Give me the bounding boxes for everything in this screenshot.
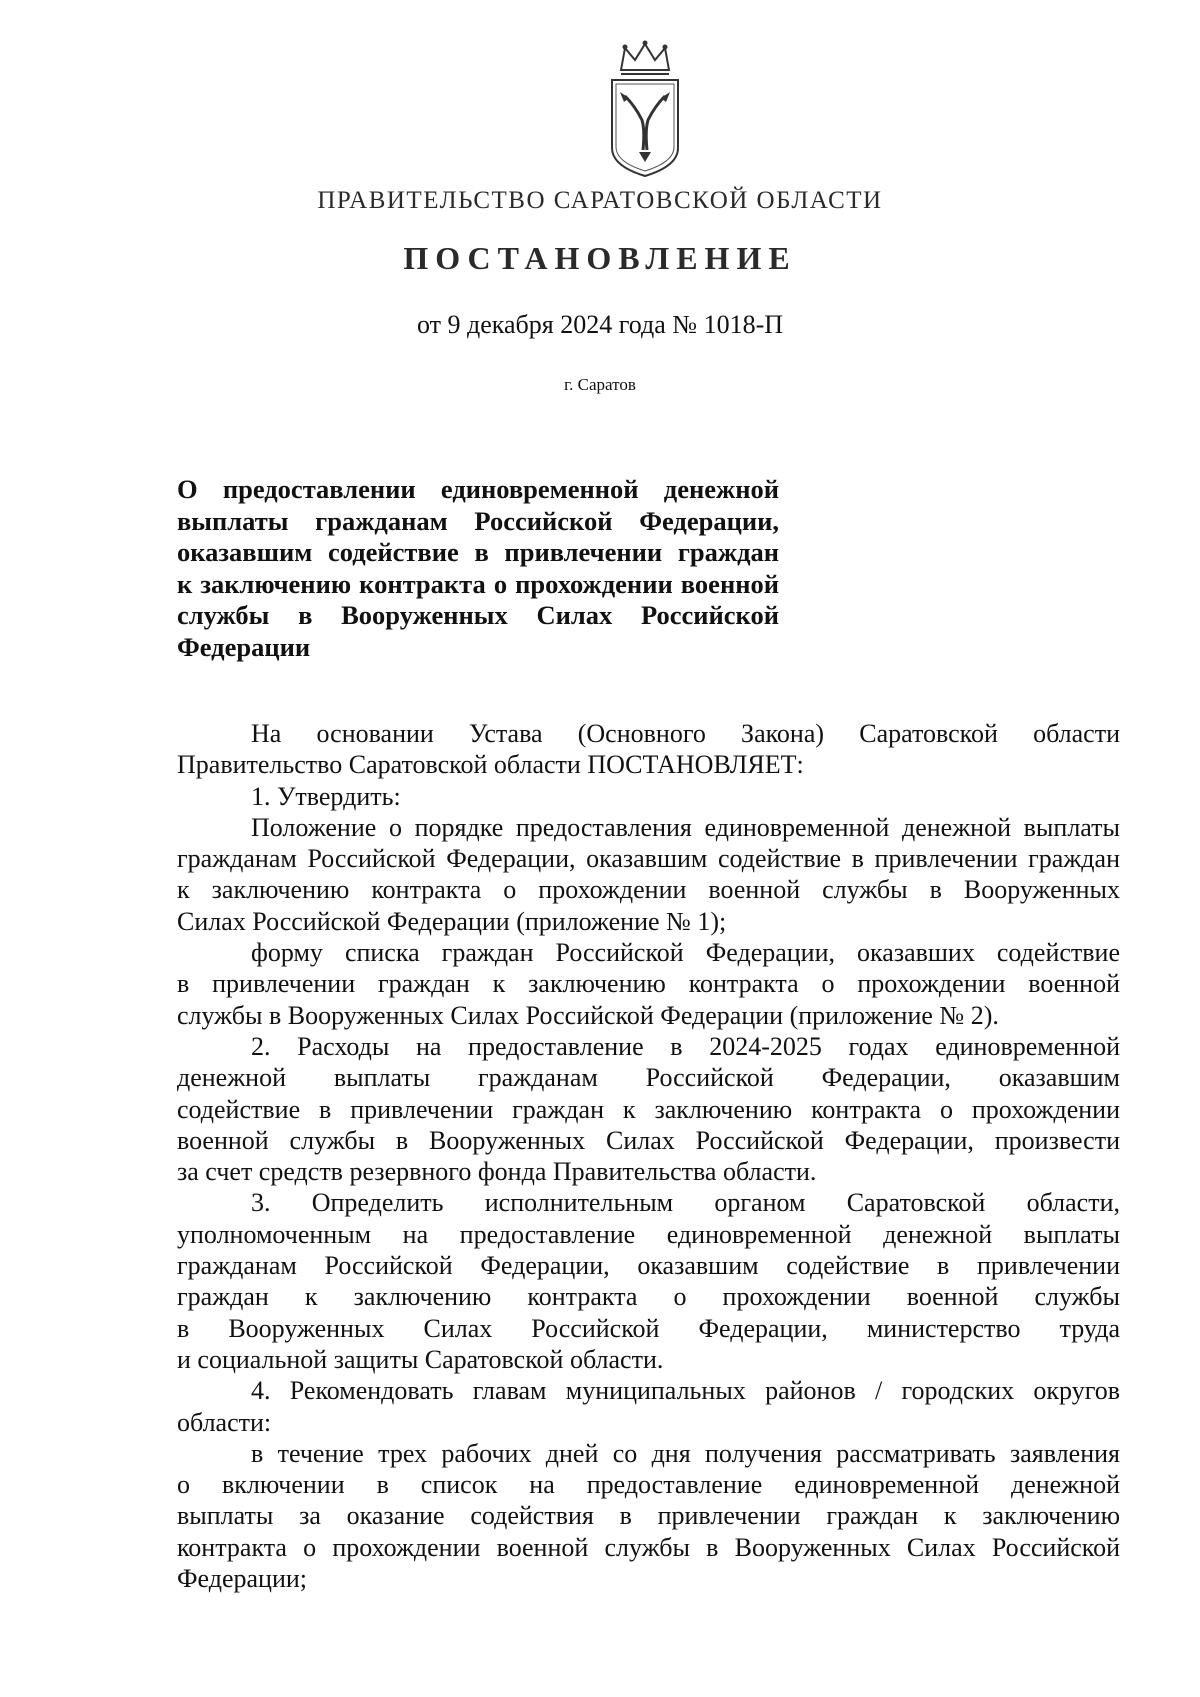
subject-line: службы в Вооруженных Силах Российской (177, 600, 779, 630)
body-line: 2. Расходы на предоставление в 2024-2025 годах единовременной (251, 1031, 1120, 1061)
body-line: области: (177, 1407, 272, 1437)
body-line: граждан к заключению контракта о прохождении военной службы (177, 1282, 1120, 1312)
body-line: гражданам Российской Федерации, оказавшим содействие в привлечении граждан (177, 844, 1120, 874)
body-line: уполномоченным на предоставление единовременной денежной выплаты (177, 1219, 1120, 1249)
body-line: службы в Вооруженных Силах Российской Федерации (приложение № 2). (177, 1000, 999, 1030)
subject-line: оказавшим содействие в привлечении граждан (177, 537, 779, 567)
body-line: военной службы в Вооруженных Силах Российской Федерации, произвести (177, 1125, 1120, 1155)
body-line: за счет средств резервного фонда Правительства области. (177, 1157, 817, 1187)
document-type-heading: ПОСТАНОВЛЕНИЕ (403, 240, 797, 276)
body-line: Положение о порядке предоставления единовременной денежной выплаты (251, 812, 1120, 842)
subject-line: Федерации (177, 631, 311, 662)
government-title: ПРАВИТЕЛЬСТВО САРАТОВСКОЙ ОБЛАСТИ (317, 187, 883, 214)
body-line: о включении в список на предоставление единовременной денежной (177, 1470, 1120, 1500)
body-line: 3. Определить исполнительным органом Саратовской области, (251, 1188, 1120, 1218)
document-body (177, 718, 1120, 1594)
body-line: 1. Утвердить: (251, 781, 401, 811)
document-date-number: от 9 декабря 2024 года № 1018-П (416, 310, 784, 339)
body-line: Правительство Саратовской области ПОСТАНОВЛЯЕТ: (177, 750, 804, 780)
subject-line: к заключению контракта о прохождении военной (177, 568, 779, 599)
subject-line: О предоставлении единовременной денежной (177, 474, 779, 504)
subject-line: выплаты гражданам Российской Федерации, (177, 505, 779, 536)
body-line: 4. Рекомендовать главам муниципальных районов / городских округов (251, 1376, 1120, 1406)
coat-of-arms-icon (607, 40, 683, 180)
body-line: в течение трех рабочих дней со дня получения рассматривать заявления (251, 1438, 1120, 1468)
document-city: г. Саратов (564, 375, 636, 394)
body-line: Силах Российской Федерации (приложение № 1); (177, 906, 727, 936)
body-line: к заключению контракта о прохождении военной службы в Вооруженных (177, 875, 1120, 905)
body-line: в Вооруженных Силах Российской Федерации, министерство труда (177, 1313, 1120, 1343)
body-line: выплаты за оказание содействия в привлечении граждан к заключению (177, 1501, 1120, 1531)
body-line: На основании Устава (Основного Закона) Саратовской области (251, 719, 1120, 748)
body-line: в привлечении граждан к заключению контракта о прохождении военной (177, 969, 1120, 999)
body-line: денежной выплаты гражданам Российской Федерации, оказавшим (177, 1063, 1120, 1093)
body-line: гражданам Российской Федерации, оказавшим содействие в привлечении (177, 1251, 1120, 1281)
body-line: содействие в привлечении граждан к заключению контракта о прохождении (177, 1094, 1120, 1124)
document-subject (177, 474, 779, 663)
body-line: и социальной защиты Саратовской области. (177, 1344, 664, 1374)
body-line: контракта о прохождении военной службы в Вооруженных Силах Российской (177, 1532, 1120, 1562)
body-line: форму списка граждан Российской Федерации, оказавших содействие (251, 938, 1120, 968)
body-line: Федерации; (177, 1564, 308, 1594)
